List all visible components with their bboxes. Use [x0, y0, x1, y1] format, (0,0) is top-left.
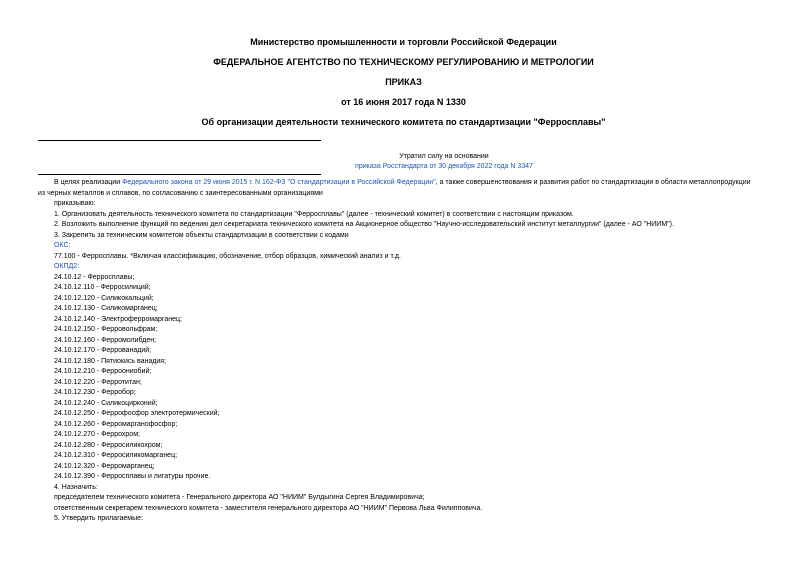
- item-4: 4. Назначить:: [54, 483, 98, 491]
- okpd-item: 24.10.12.270 - Феррохром;: [54, 431, 140, 438]
- okpd-item: 24.10.12.310 - Ферросиликомарганец;: [54, 452, 178, 459]
- order-word: приказываю:: [54, 200, 96, 207]
- okpd-item: 24.10.12.210 - Ферроониобий;: [54, 368, 152, 375]
- okpd-item: 24.10.12.250 - Феррофосфор электротермический;: [54, 410, 220, 417]
- item-5: 5. Утвердить прилагаемые:: [54, 515, 143, 522]
- intro-paragraph-continued: из черных металлов и сплавов, по согласованию с заинтересованными организациями: [38, 189, 323, 197]
- okpd-item: 24.10.12.390 - Ферросплавы и лигатуры прочие.: [54, 473, 211, 480]
- intro-paragraph: [38, 178, 773, 189]
- okpd-item: 24.10.12.160 - Ферромолибден;: [54, 336, 157, 344]
- okpd-item: 24.10.12 - Ферросплавы;: [54, 273, 135, 281]
- oks-value: 77.100 - Ферросплавы. *Включая классификацию, обозначение, отбор образцов, химический анализ и т.д.: [54, 252, 401, 260]
- bottom-divider: [38, 174, 321, 175]
- okpd-item: 24.10.12.150 - Ферровольфрам;: [54, 326, 158, 333]
- intro-post-text: , а также совершенствования и развития работ по стандартизации в области металлопродукции: [435, 179, 751, 186]
- okpd-item: 24.10.12.320 - Ферромарганец;: [54, 462, 155, 470]
- okpd-link[interactable]: ОКПД2:: [54, 263, 80, 270]
- item-2: 2. Возложить выполнение функций по ведению дел секретариата технического комитета на Акционерное общество "Научно-исследовательский институт металлургии" (далее - АО "НИИМ").: [54, 221, 674, 228]
- okpd-item: 24.10.12.140 - Электроферромарганец;: [54, 315, 182, 323]
- okpd-item: 24.10.12.240 - Силикоцирконий;: [54, 399, 158, 407]
- top-divider: [38, 140, 321, 141]
- item-3: 3. Закрепить за техническим комитетом объекты стандартизации в соответствии с кодами: [54, 231, 349, 239]
- agency-heading: ФЕДЕРАЛЬНОЕ АГЕНТСТВО ПО ТЕХНИЧЕСКОМУ РЕГУЛИРОВАНИЮ И МЕТРОЛОГИИ: [213, 57, 594, 67]
- okpd-item: 24.10.12.280 - Ферросиликохром;: [54, 441, 163, 449]
- okpd-item: 24.10.12.230 - Ферробор;: [54, 389, 136, 396]
- item-4-chair: председателем технического комитета - Генерального директора АО "НИИМ" Булдыгина Сергея Владимировича;: [54, 494, 425, 501]
- law-link[interactable]: Федерального закона от 29 июня 2015 г. N 162-ФЗ "О стандартизации в Российской Федерации": [122, 179, 436, 186]
- item-4-secretary: ответственным секретарем технического комитета - заместителя генерального директора АО "НИИМ" Первова Льва Филипповича.: [54, 504, 483, 512]
- okpd-item: 24.10.12.220 - Ферротитан;: [54, 378, 142, 386]
- okpd-item: 24.10.12.130 - Силикомарганец;: [54, 305, 158, 312]
- doc-type-heading: ПРИКАЗ: [385, 77, 422, 87]
- ministry-heading: Министерство промышленности и торговли Российской Федерации: [250, 37, 557, 47]
- oks-link[interactable]: ОКС:: [54, 242, 71, 249]
- okpd-item: 24.10.12.180 - Пятиокись ванадия;: [54, 357, 167, 365]
- okpd-item: 24.10.12.110 - Ферросилиций;: [54, 284, 151, 291]
- repeal-note: Утратил силу на основании: [399, 153, 489, 160]
- date-number-heading: от 16 июня 2017 года N 1330: [341, 97, 466, 107]
- document-body: [38, 178, 773, 525]
- okpd-item: 24.10.12.260 - Ферромарганофосфор;: [54, 420, 178, 428]
- repeal-order-link[interactable]: приказа Росстандарта от 30 декабря 2022 года N 3347: [355, 163, 533, 170]
- item-1: 1. Организовать деятельность технического комитета по стандартизации "Ферросплавы" (далее - технический комитет) в соответствии с настоящим приказом.: [54, 210, 574, 218]
- subject-heading: Об организации деятельности технического комитета по стандартизации "Ферросплавы": [201, 117, 606, 127]
- okpd-item: 24.10.12.120 - Силикокальций;: [54, 294, 154, 302]
- okpd-item: 24.10.12.170 - Феррованадий;: [54, 347, 152, 354]
- intro-pre-text: В целях реализации: [54, 179, 123, 186]
